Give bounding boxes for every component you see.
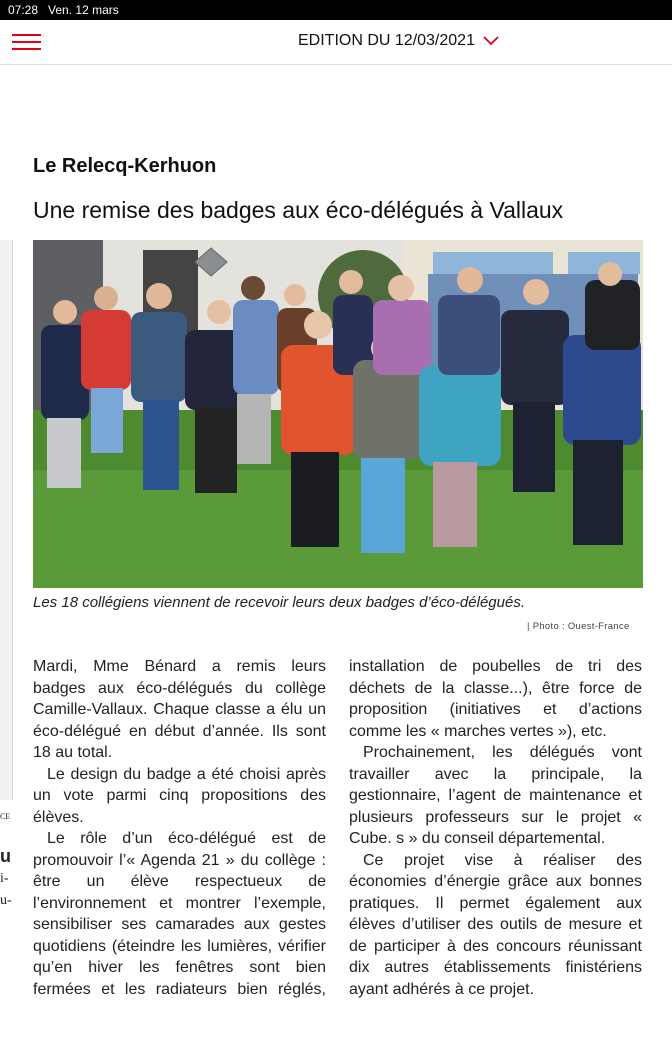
- hamburger-menu-icon[interactable]: [12, 34, 41, 50]
- edge-fragment: CE: [0, 812, 11, 821]
- article-paragraph: Mardi, Mme Bénard a remis leurs badges aux éco-délégués du collège Camille-Vallaux. Chaque classe a élu un éco-délégué en début d’année. Ils sont 18 au total.: [33, 658, 326, 761]
- chevron-down-icon: [483, 36, 499, 46]
- edge-fragment: u: [0, 846, 11, 866]
- article-locality: Le Relecq-Kerhuon: [33, 155, 217, 177]
- article-paragraph: Le design du badge a été choisi après un vote parmi cinq propositions des élèves.: [33, 765, 326, 826]
- article-headline: Une remise des badges aux éco-délégués à Vallaux: [33, 197, 564, 223]
- edge-fragment: u-: [0, 893, 12, 908]
- article-column-2: [349, 656, 642, 1000]
- photo-credit: | Photo : Ouest-France: [527, 621, 630, 632]
- article-paragraph: Ce projet vise à réaliser des économies d’énergie grâce aux bonnes pratiques. Il permet également aux élèves d’utiliser des outils de mesure et de participer à des concours réunissant dix autres établissements finistériens ayant adhérés à ce projet.: [349, 851, 642, 998]
- status-time: 07:28: [8, 3, 39, 17]
- edition-label: EDITION DU 12/03/2021: [298, 32, 475, 49]
- edge-fragment: i-: [0, 871, 9, 886]
- photo-caption: Les 18 collégiens viennent de recevoir leurs deux badges d’éco-délégués.: [33, 594, 525, 611]
- article-column-1: [33, 656, 326, 1000]
- article-paragraph: Le rôle d’un éco-délégué est de promouvoir l’« Agenda 21 » du collège : être un élève respectueux de l’environnement et montrer l’exemple, sensibiliser ses camarades aux gestes quotidiens (éteindre les lumières, vérifier qu’en hiver les fenêtres sont bien fermées et les radiateurs bien réglés,: [33, 830, 326, 998]
- status-date: Ven. 12 mars: [48, 3, 119, 17]
- article-paragraph-overflow: installation de poubelles de tri des déchets de la classe...), être force de proposition (initiatives et d’actions comme les « marches vertes »), etc.: [349, 658, 642, 740]
- article-paragraph-continued: [349, 656, 642, 742]
- app-header: [0, 20, 672, 65]
- article-photo[interactable]: [33, 240, 643, 588]
- edition-selector[interactable]: [298, 32, 499, 50]
- article-paragraph: Prochainement, les délégués vont travailler avec la principale, la gestionnaire, l’agent de maintenance et plusieurs professeurs sur le projet « Cube. s » du conseil départemental.: [349, 744, 642, 847]
- previous-page-edge[interactable]: [0, 240, 13, 800]
- status-bar: [0, 0, 672, 20]
